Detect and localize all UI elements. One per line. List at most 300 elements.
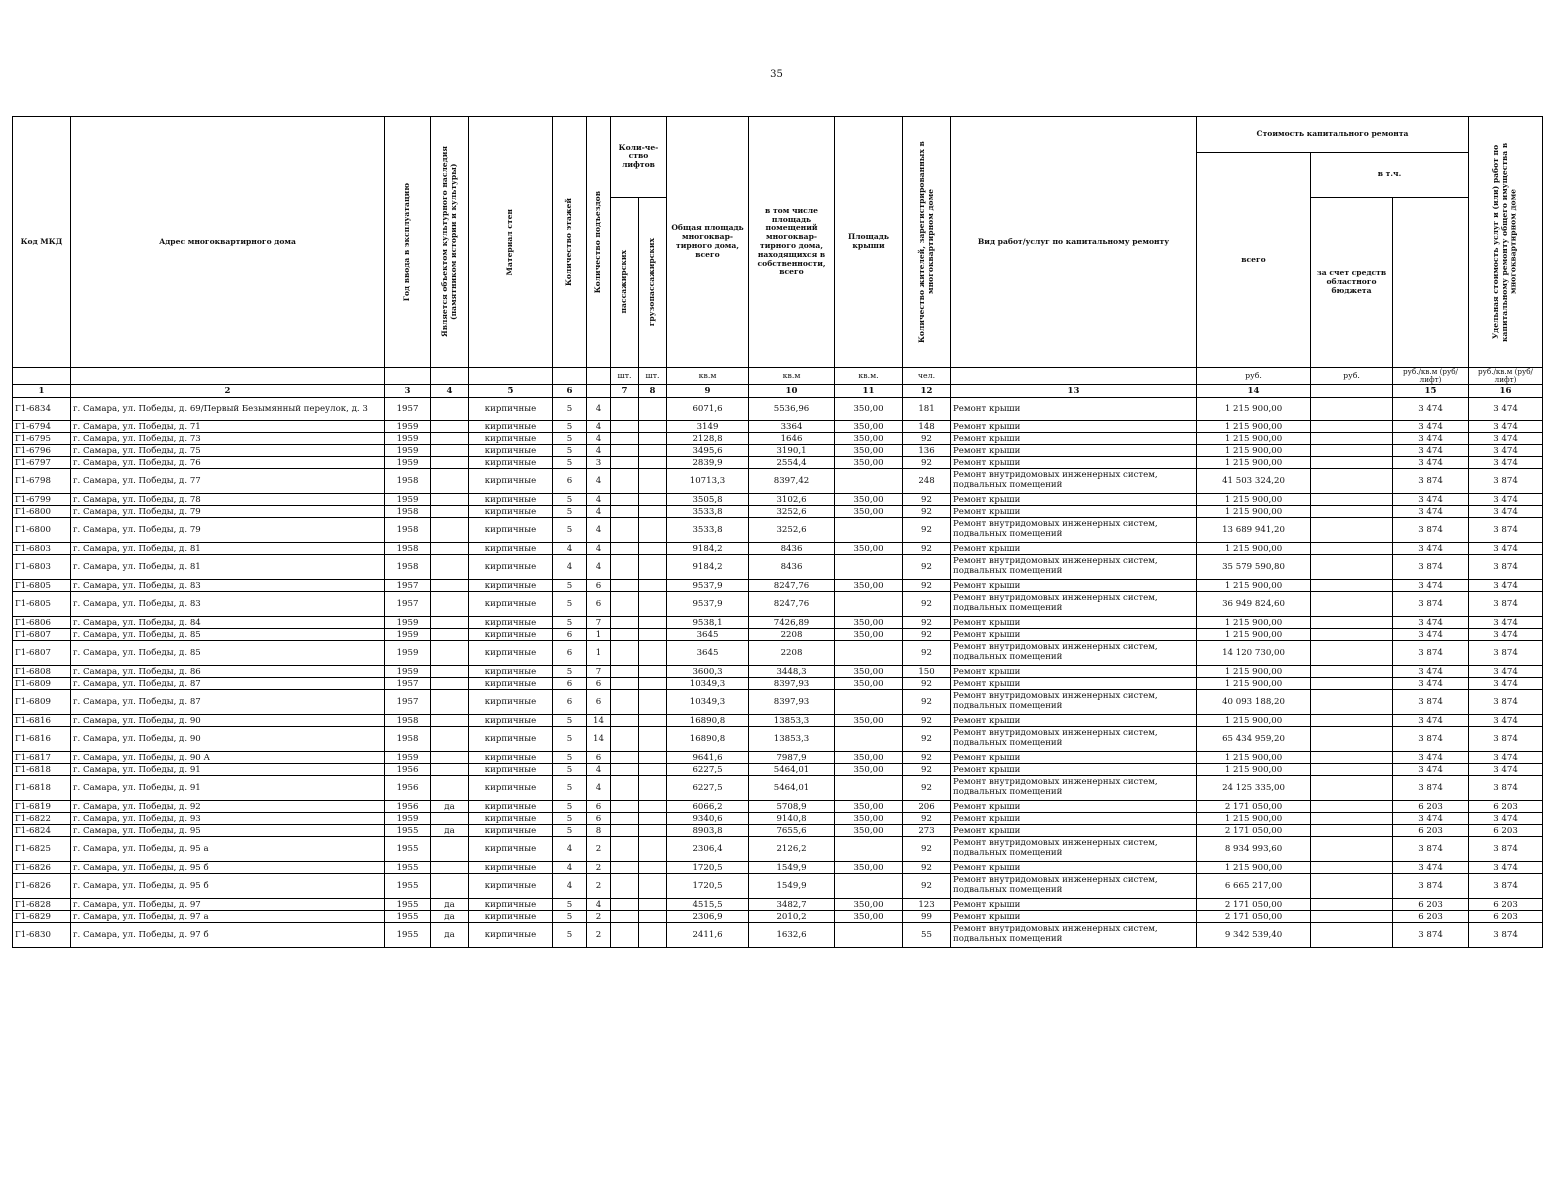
cell-area-total: 6227,5 <box>667 776 749 801</box>
cell-cost-total: 1 215 900,00 <box>1197 617 1311 629</box>
cell-entrances: 2 <box>587 862 611 874</box>
cell-lifts-passenger <box>611 678 639 690</box>
cell-area-total: 9340,6 <box>667 813 749 825</box>
cell-year: 1955 <box>385 874 431 899</box>
cell-residents: 92 <box>903 543 951 555</box>
cell-unit-cost: 3 874 <box>1393 776 1469 801</box>
cell-area-total: 10349,3 <box>667 678 749 690</box>
cell-max-cost: 3 474 <box>1469 445 1543 457</box>
cell-entrances: 14 <box>587 715 611 727</box>
cell-lifts-cargo <box>639 555 667 580</box>
cell-entrances: 14 <box>587 727 611 752</box>
cell-area-owned: 3482,7 <box>749 899 835 911</box>
unit-people: чел. <box>903 368 951 385</box>
cell-address: г. Самара, ул. Победы, д. 92 <box>71 801 385 813</box>
cell-lifts-passenger <box>611 813 639 825</box>
cell-walls: кирпичные <box>469 518 553 543</box>
cell-year: 1958 <box>385 543 431 555</box>
cell-work-type: Ремонт внутридомовых инженерных систем, подвальных помещений <box>951 592 1197 617</box>
cell-lifts-passenger <box>611 752 639 764</box>
cell-walls: кирпичные <box>469 874 553 899</box>
cell-residents: 92 <box>903 813 951 825</box>
cell-year: 1957 <box>385 678 431 690</box>
cell-entrances: 2 <box>587 923 611 948</box>
cell-lifts-cargo <box>639 543 667 555</box>
cell-max-cost: 3 874 <box>1469 469 1543 494</box>
cell-address: г. Самара, ул. Победы, д. 87 <box>71 690 385 715</box>
cell-lifts-cargo <box>639 641 667 666</box>
cell-heritage <box>431 641 469 666</box>
table-row <box>13 518 1543 543</box>
cell-heritage <box>431 398 469 421</box>
cell-lifts-cargo <box>639 433 667 445</box>
column-number: 13 <box>951 385 1197 398</box>
cell-max-cost: 3 474 <box>1469 494 1543 506</box>
cell-heritage: да <box>431 923 469 948</box>
cell-max-cost: 3 874 <box>1469 776 1543 801</box>
cell-code: Г1-6803 <box>13 555 71 580</box>
cell-code: Г1-6803 <box>13 543 71 555</box>
cell-unit-cost: 3 474 <box>1393 506 1469 518</box>
cell-floors: 6 <box>553 641 587 666</box>
cell-entrances: 2 <box>587 837 611 862</box>
cell-residents: 92 <box>903 715 951 727</box>
cell-heritage <box>431 727 469 752</box>
cell-work-type: Ремонт внутридомовых инженерных систем, подвальных помещений <box>951 837 1197 862</box>
table-row <box>13 776 1543 801</box>
cell-roof-area <box>835 727 903 752</box>
cell-area-total: 1720,5 <box>667 874 749 899</box>
cell-lifts-passenger <box>611 617 639 629</box>
unit-blank <box>431 368 469 385</box>
cell-address: г. Самара, ул. Победы, д. 90 <box>71 727 385 752</box>
column-number: 3 <box>385 385 431 398</box>
cell-unit-cost: 3 474 <box>1393 629 1469 641</box>
cell-cost-total: 35 579 590,80 <box>1197 555 1311 580</box>
cell-entrances: 6 <box>587 678 611 690</box>
cell-heritage <box>431 764 469 776</box>
cell-floors: 4 <box>553 543 587 555</box>
cell-work-type: Ремонт крыши <box>951 752 1197 764</box>
unit-area-owned: кв.м <box>749 368 835 385</box>
cell-residents: 92 <box>903 678 951 690</box>
cell-lifts-passenger <box>611 398 639 421</box>
cell-residents: 92 <box>903 776 951 801</box>
cell-year: 1959 <box>385 494 431 506</box>
cell-max-cost: 3 474 <box>1469 715 1543 727</box>
cell-entrances: 4 <box>587 555 611 580</box>
cell-cost-total: 2 171 050,00 <box>1197 801 1311 813</box>
cell-cost-regional <box>1311 421 1393 433</box>
cell-max-cost: 3 474 <box>1469 678 1543 690</box>
cell-walls: кирпичные <box>469 825 553 837</box>
cell-entrances: 4 <box>587 764 611 776</box>
cell-max-cost: 3 474 <box>1469 506 1543 518</box>
cell-heritage <box>431 776 469 801</box>
cell-cost-regional <box>1311 776 1393 801</box>
column-number: 12 <box>903 385 951 398</box>
table-row <box>13 825 1543 837</box>
cell-heritage <box>431 837 469 862</box>
unit-pcs-cargo: шт. <box>639 368 667 385</box>
cell-floors: 4 <box>553 837 587 862</box>
cell-lifts-passenger <box>611 923 639 948</box>
cell-floors: 5 <box>553 494 587 506</box>
unit-rub-total: руб. <box>1197 368 1311 385</box>
cell-area-owned: 8436 <box>749 543 835 555</box>
unit-roof-area: кв.м. <box>835 368 903 385</box>
cell-year: 1956 <box>385 801 431 813</box>
cell-code: Г1-6800 <box>13 518 71 543</box>
cell-area-total: 16890,8 <box>667 715 749 727</box>
cell-cost-regional <box>1311 678 1393 690</box>
cell-unit-cost: 3 874 <box>1393 641 1469 666</box>
cell-code: Г1-6818 <box>13 776 71 801</box>
cell-area-owned: 5536,96 <box>749 398 835 421</box>
cell-code: Г1-6807 <box>13 641 71 666</box>
header-lifts-cargo: грузопассажирских <box>639 197 667 368</box>
cell-heritage <box>431 445 469 457</box>
cell-code: Г1-6795 <box>13 433 71 445</box>
cell-entrances: 4 <box>587 518 611 543</box>
cell-heritage <box>431 457 469 469</box>
cell-area-total: 9184,2 <box>667 543 749 555</box>
cell-year: 1959 <box>385 641 431 666</box>
cell-walls: кирпичные <box>469 813 553 825</box>
cell-unit-cost: 3 474 <box>1393 543 1469 555</box>
cell-walls: кирпичные <box>469 580 553 592</box>
cell-max-cost: 3 474 <box>1469 433 1543 445</box>
cell-walls: кирпичные <box>469 899 553 911</box>
cell-code: Г1-6828 <box>13 899 71 911</box>
cell-residents: 92 <box>903 727 951 752</box>
table-row <box>13 715 1543 727</box>
cell-area-owned: 2126,2 <box>749 837 835 862</box>
cell-lifts-passenger <box>611 764 639 776</box>
cell-unit-cost: 3 874 <box>1393 690 1469 715</box>
cell-cost-total: 1 215 900,00 <box>1197 543 1311 555</box>
cell-area-owned: 8247,76 <box>749 580 835 592</box>
cell-cost-regional <box>1311 398 1393 421</box>
cell-lifts-cargo <box>639 518 667 543</box>
cell-floors: 5 <box>553 506 587 518</box>
cell-cost-regional <box>1311 911 1393 923</box>
cell-address: г. Самара, ул. Победы, д. 85 <box>71 629 385 641</box>
column-number: 6 <box>553 385 587 398</box>
cell-cost-regional <box>1311 825 1393 837</box>
cell-address: г. Самара, ул. Победы, д. 76 <box>71 457 385 469</box>
cell-area-total: 9537,9 <box>667 592 749 617</box>
column-number: 4 <box>431 385 469 398</box>
cell-address: г. Самара, ул. Победы, д. 91 <box>71 776 385 801</box>
table-row <box>13 629 1543 641</box>
cell-area-owned: 3364 <box>749 421 835 433</box>
cell-address: г. Самара, ул. Победы, д. 86 <box>71 666 385 678</box>
cell-cost-total: 65 434 959,20 <box>1197 727 1311 752</box>
cell-heritage <box>431 715 469 727</box>
cell-code: Г1-6805 <box>13 580 71 592</box>
table-row <box>13 874 1543 899</box>
cell-lifts-passenger <box>611 494 639 506</box>
cell-work-type: Ремонт внутридомовых инженерных систем, подвальных помещений <box>951 690 1197 715</box>
cell-work-type: Ремонт крыши <box>951 433 1197 445</box>
cell-year: 1955 <box>385 862 431 874</box>
cell-work-type: Ремонт крыши <box>951 506 1197 518</box>
cell-cost-total: 1 215 900,00 <box>1197 506 1311 518</box>
cell-roof-area: 350,00 <box>835 580 903 592</box>
cell-entrances: 4 <box>587 445 611 457</box>
cell-area-owned: 7987,9 <box>749 752 835 764</box>
cell-code: Г1-6807 <box>13 629 71 641</box>
cell-cost-total: 1 215 900,00 <box>1197 494 1311 506</box>
cell-cost-total: 1 215 900,00 <box>1197 457 1311 469</box>
cell-walls: кирпичные <box>469 764 553 776</box>
cell-unit-cost: 3 474 <box>1393 862 1469 874</box>
cell-year: 1959 <box>385 813 431 825</box>
cell-lifts-cargo <box>639 752 667 764</box>
cell-heritage: да <box>431 801 469 813</box>
cell-lifts-passenger <box>611 469 639 494</box>
page-number: 35 <box>770 69 783 80</box>
cell-code: Г1-6809 <box>13 690 71 715</box>
cell-lifts-cargo <box>639 764 667 776</box>
cell-year: 1956 <box>385 776 431 801</box>
cell-cost-regional <box>1311 494 1393 506</box>
cell-cost-regional <box>1311 506 1393 518</box>
cell-lifts-passenger <box>611 715 639 727</box>
table-row <box>13 469 1543 494</box>
cell-max-cost: 3 874 <box>1469 592 1543 617</box>
cell-floors: 4 <box>553 555 587 580</box>
cell-max-cost: 3 474 <box>1469 666 1543 678</box>
cell-year: 1959 <box>385 445 431 457</box>
cell-entrances: 1 <box>587 641 611 666</box>
cell-code: Г1-6829 <box>13 911 71 923</box>
cell-entrances: 4 <box>587 506 611 518</box>
cell-cost-regional <box>1311 592 1393 617</box>
cell-heritage <box>431 862 469 874</box>
cell-entrances: 8 <box>587 825 611 837</box>
cell-floors: 5 <box>553 911 587 923</box>
cell-heritage <box>431 592 469 617</box>
cell-area-total: 3533,8 <box>667 518 749 543</box>
cell-work-type: Ремонт крыши <box>951 764 1197 776</box>
cell-unit-cost: 3 874 <box>1393 727 1469 752</box>
header-code: Код МКД <box>13 117 71 368</box>
cell-roof-area: 350,00 <box>835 506 903 518</box>
cell-cost-regional <box>1311 862 1393 874</box>
cell-roof-area <box>835 690 903 715</box>
cell-area-total: 3495,6 <box>667 445 749 457</box>
cell-lifts-cargo <box>639 825 667 837</box>
header-incl: в т.ч. <box>1311 153 1469 198</box>
cell-unit-cost: 3 474 <box>1393 457 1469 469</box>
cell-code: Г1-6800 <box>13 506 71 518</box>
cell-max-cost: 6 203 <box>1469 911 1543 923</box>
cell-year: 1959 <box>385 666 431 678</box>
cell-roof-area: 350,00 <box>835 801 903 813</box>
cell-lifts-cargo <box>639 690 667 715</box>
cell-residents: 99 <box>903 911 951 923</box>
cell-roof-area: 350,00 <box>835 715 903 727</box>
cell-roof-area <box>835 641 903 666</box>
cell-cost-total: 1 215 900,00 <box>1197 445 1311 457</box>
cell-lifts-passenger <box>611 433 639 445</box>
cell-cost-total: 1 215 900,00 <box>1197 752 1311 764</box>
cell-year: 1959 <box>385 457 431 469</box>
cell-heritage <box>431 874 469 899</box>
cell-lifts-cargo <box>639 911 667 923</box>
cell-code: Г1-6796 <box>13 445 71 457</box>
cell-residents: 92 <box>903 592 951 617</box>
cell-floors: 5 <box>553 813 587 825</box>
cell-address: г. Самара, ул. Победы, д. 81 <box>71 543 385 555</box>
cell-year: 1957 <box>385 580 431 592</box>
cell-floors: 5 <box>553 666 587 678</box>
cell-year: 1959 <box>385 617 431 629</box>
cell-lifts-cargo <box>639 666 667 678</box>
cell-work-type: Ремонт крыши <box>951 801 1197 813</box>
cell-area-total: 8903,8 <box>667 825 749 837</box>
cell-entrances: 4 <box>587 776 611 801</box>
cell-work-type: Ремонт крыши <box>951 666 1197 678</box>
cell-area-total: 1720,5 <box>667 862 749 874</box>
cell-entrances: 6 <box>587 752 611 764</box>
cell-year: 1955 <box>385 825 431 837</box>
cell-residents: 92 <box>903 617 951 629</box>
cell-cost-total: 1 215 900,00 <box>1197 421 1311 433</box>
cell-heritage <box>431 666 469 678</box>
cell-floors: 5 <box>553 727 587 752</box>
cell-area-total: 3505,8 <box>667 494 749 506</box>
capital-repair-register-table <box>12 116 1543 948</box>
header-work-type: Вид работ/услуг по капитальному ремонту <box>951 117 1197 368</box>
cell-floors: 5 <box>553 764 587 776</box>
cell-code: Г1-6808 <box>13 666 71 678</box>
cell-roof-area: 350,00 <box>835 666 903 678</box>
cell-cost-regional <box>1311 433 1393 445</box>
unit-blank <box>385 368 431 385</box>
table-row <box>13 555 1543 580</box>
table-row <box>13 543 1543 555</box>
unit-pcs-passenger: шт. <box>611 368 639 385</box>
cell-code: Г1-6816 <box>13 727 71 752</box>
cell-area-total: 3645 <box>667 641 749 666</box>
cell-work-type: Ремонт внутридомовых инженерных систем, подвальных помещений <box>951 555 1197 580</box>
cell-floors: 5 <box>553 617 587 629</box>
cell-lifts-cargo <box>639 421 667 433</box>
cell-address: г. Самара, ул. Победы, д. 84 <box>71 617 385 629</box>
cell-work-type: Ремонт крыши <box>951 813 1197 825</box>
cell-entrances: 3 <box>587 457 611 469</box>
cell-cost-regional <box>1311 690 1393 715</box>
cell-lifts-passenger <box>611 690 639 715</box>
cell-residents: 92 <box>903 641 951 666</box>
cell-walls: кирпичные <box>469 469 553 494</box>
cell-lifts-passenger <box>611 457 639 469</box>
cell-floors: 6 <box>553 690 587 715</box>
cell-work-type: Ремонт крыши <box>951 457 1197 469</box>
cell-floors: 5 <box>553 433 587 445</box>
cell-lifts-passenger <box>611 641 639 666</box>
cell-walls: кирпичные <box>469 690 553 715</box>
header-year: Год ввода в эксплуатацию <box>385 117 431 368</box>
cell-area-owned: 2208 <box>749 641 835 666</box>
cell-residents: 92 <box>903 874 951 899</box>
cell-code: Г1-6817 <box>13 752 71 764</box>
cell-walls: кирпичные <box>469 445 553 457</box>
cell-unit-cost: 6 203 <box>1393 911 1469 923</box>
cell-cost-total: 8 934 993,60 <box>1197 837 1311 862</box>
cell-floors: 5 <box>553 715 587 727</box>
cell-lifts-cargo <box>639 592 667 617</box>
header-heritage: Является объектом культурного наследия (памятником истории и культуры) <box>431 117 469 368</box>
header-walls: Материал стен <box>469 117 553 368</box>
cell-walls: кирпичные <box>469 715 553 727</box>
cell-heritage <box>431 469 469 494</box>
cell-heritage <box>431 518 469 543</box>
cell-work-type: Ремонт крыши <box>951 617 1197 629</box>
cell-floors: 5 <box>553 899 587 911</box>
cell-cost-regional <box>1311 874 1393 899</box>
cell-lifts-cargo <box>639 813 667 825</box>
cell-lifts-passenger <box>611 874 639 899</box>
cell-code: Г1-6798 <box>13 469 71 494</box>
header-entrances: Количество подъездов <box>587 117 611 368</box>
table-row <box>13 837 1543 862</box>
cell-cost-regional <box>1311 469 1393 494</box>
cell-roof-area: 350,00 <box>835 813 903 825</box>
cell-cost-regional <box>1311 629 1393 641</box>
cell-lifts-cargo <box>639 398 667 421</box>
cell-address: г. Самара, ул. Победы, д. 83 <box>71 592 385 617</box>
unit-blank <box>587 368 611 385</box>
column-number: 2 <box>71 385 385 398</box>
cell-cost-regional <box>1311 837 1393 862</box>
cell-residents: 181 <box>903 398 951 421</box>
cell-lifts-cargo <box>639 494 667 506</box>
cell-heritage <box>431 421 469 433</box>
header-cost-regional: за счет средств областного бюджета <box>1311 197 1393 368</box>
cell-residents: 92 <box>903 690 951 715</box>
cell-residents: 92 <box>903 555 951 580</box>
cell-unit-cost: 3 474 <box>1393 678 1469 690</box>
cell-roof-area: 350,00 <box>835 445 903 457</box>
cell-walls: кирпичные <box>469 457 553 469</box>
cell-max-cost: 3 474 <box>1469 764 1543 776</box>
cell-lifts-passenger <box>611 666 639 678</box>
cell-max-cost: 3 474 <box>1469 752 1543 764</box>
cell-area-owned: 7426,89 <box>749 617 835 629</box>
cell-walls: кирпичные <box>469 641 553 666</box>
cell-lifts-cargo <box>639 469 667 494</box>
cell-cost-regional <box>1311 641 1393 666</box>
cell-cost-total: 2 171 050,00 <box>1197 825 1311 837</box>
cell-cost-total: 36 949 824,60 <box>1197 592 1311 617</box>
cell-year: 1955 <box>385 899 431 911</box>
table-row <box>13 666 1543 678</box>
cell-roof-area <box>835 555 903 580</box>
unit-cost-measure: руб./кв.м (руб/лифт) <box>1393 368 1469 385</box>
cell-unit-cost: 3 474 <box>1393 445 1469 457</box>
cell-lifts-passenger <box>611 727 639 752</box>
cell-address: г. Самара, ул. Победы, д. 75 <box>71 445 385 457</box>
cell-area-owned: 7655,6 <box>749 825 835 837</box>
cell-lifts-passenger <box>611 580 639 592</box>
header-cost-total: всего <box>1197 153 1311 368</box>
cell-area-owned: 3102,6 <box>749 494 835 506</box>
cell-floors: 6 <box>553 629 587 641</box>
